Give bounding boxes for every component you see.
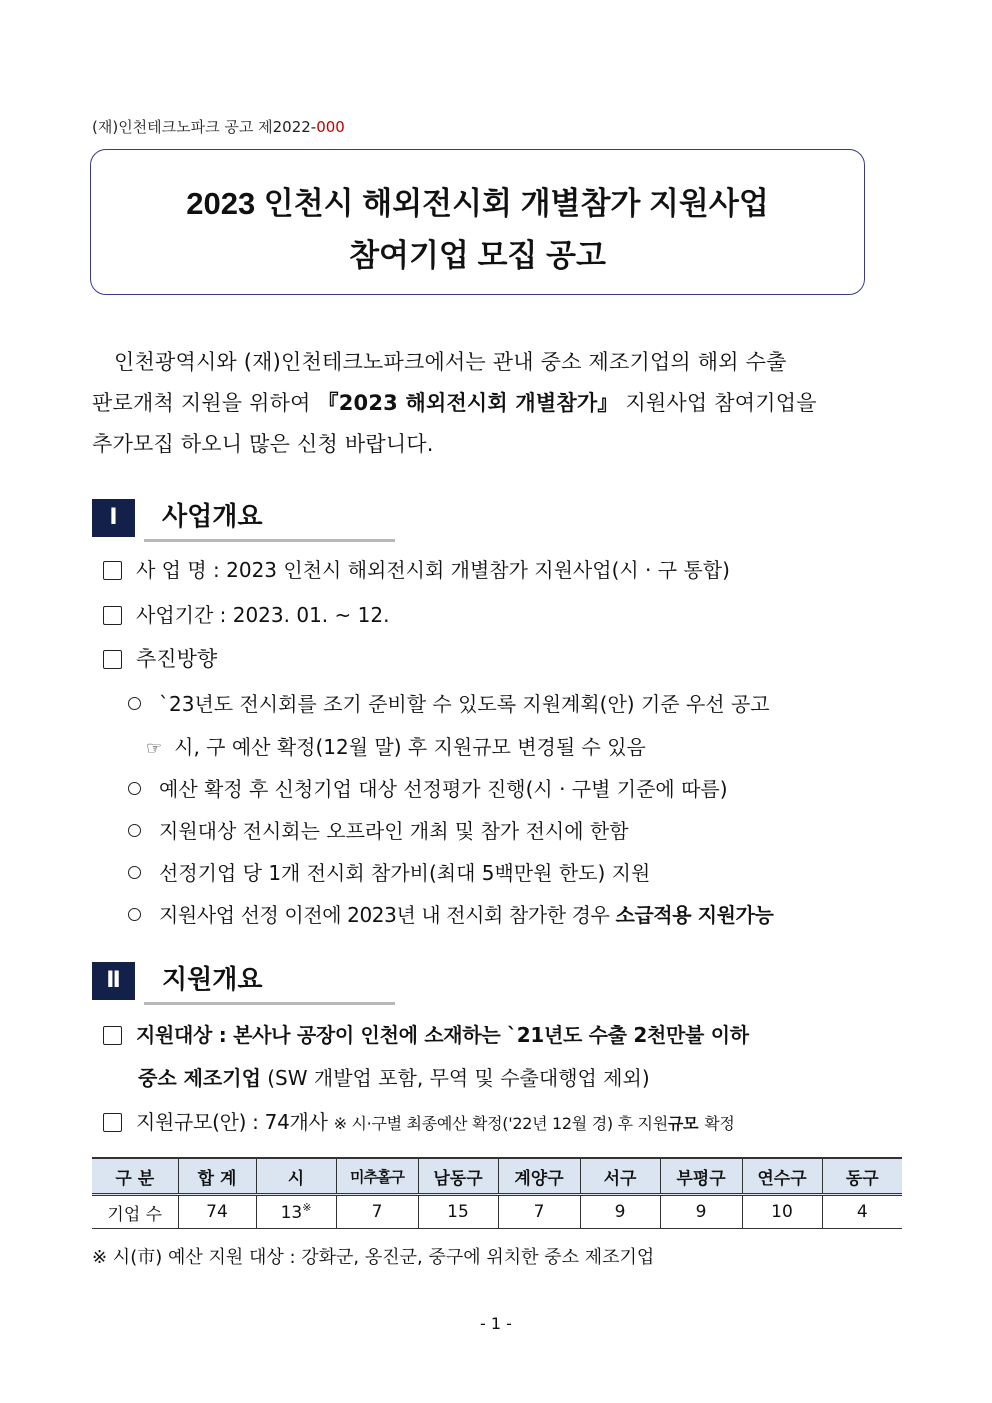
bullet-5-text: 지원사업 선정 이전에 2023년 내 전시회 참가한 경우 [159,903,610,927]
allocation-table [92,1157,902,1229]
support-scale-note: ※ 시·구별 최종예산 확정('22년 12월 경) 후 지원 [333,1114,668,1133]
item-support-scale [103,1108,735,1138]
bullet-3 [128,817,629,845]
business-period-text: 사업기간 : 2023. 01. ~ 12. [136,603,390,627]
intro-line-3: 추가모집 하오니 많은 신청 바랍니다. [92,432,434,456]
table-header-cell: 계양구 [498,1158,580,1195]
section-1-numeral: Ⅰ [92,499,135,537]
item-support-target [103,1021,749,1049]
circle-bullet-icon [128,697,141,710]
table-header-cell: 남동구 [418,1158,498,1195]
table-cell: 9 [580,1195,660,1229]
table-cell: 7 [336,1195,418,1229]
bullet-1-text: `23년도 전시회를 조기 준비할 수 있도록 지원계획(안) 기준 우선 공고 [159,692,770,716]
support-target-text: 지원대상 : 본사나 공장이 인천에 소재하는 `21년도 수출 2천만불 이하 [136,1023,749,1047]
table-header-cell: 시 [256,1158,336,1195]
item-business-period [103,601,389,629]
table-header-cell: 동구 [822,1158,902,1195]
direction-text: 추진방향 [136,647,218,671]
table-header-row [92,1158,902,1195]
bullet-2-text: 예산 확정 후 신청기업 대상 선정평가 진행(시 · 구별 기준에 따름) [159,777,728,801]
table-cell: 74 [178,1195,256,1229]
support-target-exclusions: (SW 개발업 포함, 무역 및 수출대행업 제외) [267,1066,650,1090]
table-header-cell: 서구 [580,1158,660,1195]
bullet-1 [128,690,770,718]
announcement-number-suffix: 000 [316,118,345,136]
checkbox-square-icon [103,1113,122,1132]
table-cell: 4 [822,1195,902,1229]
table-row [92,1195,902,1229]
title-line-2: 참여기업 모집 공고 [349,238,606,273]
support-scale-note-end: 확정 [704,1114,735,1133]
pointing-hand-icon: ☞ [146,738,163,759]
intro-line-2 [92,383,904,424]
table-header-cell: 미추홀구 [336,1158,418,1195]
intro-paragraph [92,342,904,465]
table-header-cell: 구 분 [92,1158,178,1195]
bullet-4-text: 선정기업 당 1개 전시회 참가비(최대 5백만원 한도) 지원 [159,861,651,885]
table-header-cell: 연수구 [742,1158,822,1195]
intro-line-2-a: 판로개척 지원을 위하여 [92,391,311,415]
item-support-target-continued [138,1064,650,1092]
intro-line-2-b: 지원사업 참여기업을 [625,391,817,415]
checkbox-square-icon [103,1026,122,1045]
title-line-1: 2023 인천시 해외전시회 개별참가 지원사업 [186,186,769,221]
table-cell: 10 [742,1195,822,1229]
footnote: ※ 시(市) 예산 지원 대상 : 강화군, 옹진군, 중구에 위치한 중소 제조기업 [92,1247,655,1268]
reference-mark: ※ [302,1201,312,1214]
bullet-3-text: 지원대상 전시회는 오프라인 개최 및 참가 전시에 한함 [159,819,629,843]
checkbox-square-icon [103,650,122,669]
circle-bullet-icon [128,908,141,921]
support-scale-text: 지원규모(안) : 74개사 [136,1110,328,1134]
intro-line-1: 인천광역시와 (재)인천테크노파크에서는 관내 중소 제조기업의 해외 수출 [114,350,787,374]
table-header-cell: 부평구 [660,1158,742,1195]
section-1-title: 사업개요 [162,502,263,532]
table-cell-si [256,1195,336,1229]
circle-bullet-icon [128,866,141,879]
bullet-1-note-text: 시, 구 예산 확정(12월 말) 후 지원규모 변경될 수 있음 [174,735,646,759]
section-2-title: 지원개요 [162,965,263,995]
title-box [90,149,865,295]
table-cell: 7 [498,1195,580,1229]
support-target-bold-text: 중소 제조기업 [138,1066,261,1090]
bullet-4 [128,859,650,887]
table-row-label: 기업 수 [92,1195,178,1229]
table-cell: 15 [418,1195,498,1229]
table-cell: 9 [660,1195,742,1229]
announcement-number-prefix: (재)인천테크노파크 공고 제2022- [92,118,317,136]
support-scale-note-bold: 규모 [667,1114,699,1133]
item-direction [103,645,217,673]
circle-bullet-icon [128,824,141,837]
table-header-cell: 합 계 [178,1158,256,1195]
bullet-2 [128,775,728,803]
intro-program-name: 『2023 해외전시회 개별참가』 [317,391,619,415]
bullet-5 [128,901,773,929]
circle-bullet-icon [128,782,141,795]
item-business-name [103,556,730,584]
announcement-number [92,116,345,137]
page-number: - 1 - [480,1314,512,1333]
section-1-underline [144,539,395,542]
bullet-1-note [146,733,646,763]
business-name-text: 사 업 명 : 2023 인천시 해외전시회 개별참가 지원사업(시 · 구 통합) [136,558,730,582]
checkbox-square-icon [103,561,122,580]
checkbox-square-icon [103,606,122,625]
table-cell-si-value: 13 [280,1203,303,1223]
section-2-numeral: Ⅱ [92,962,135,1000]
section-2-underline [144,1002,395,1005]
bullet-5-emphasis: 소급적용 지원가능 [615,903,774,927]
